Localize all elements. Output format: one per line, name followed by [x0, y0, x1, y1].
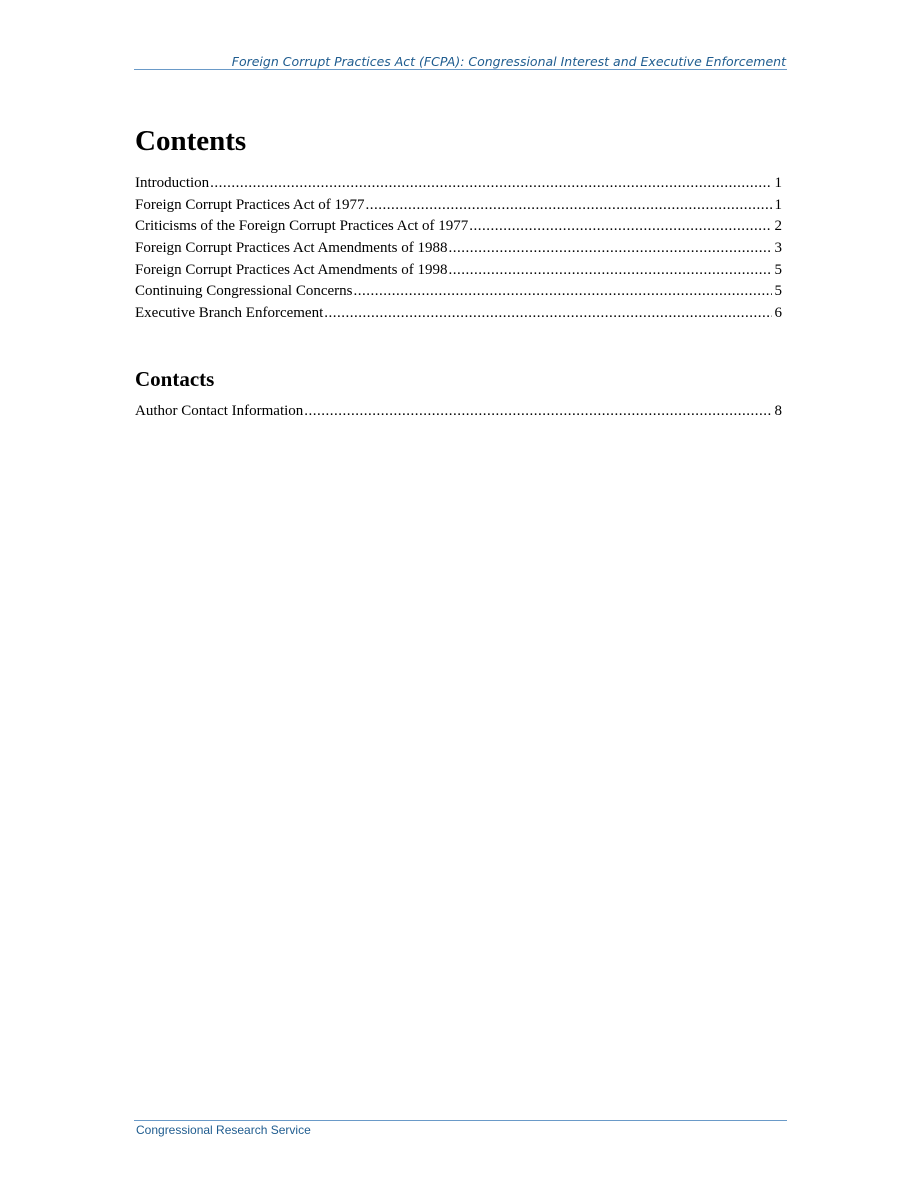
header-rule — [134, 69, 787, 70]
toc-entry-page: 1 — [774, 196, 782, 213]
footer-text: Congressional Research Service — [136, 1123, 311, 1137]
toc-entry-title: Criticisms of the Foreign Corrupt Practices Act of 1977 — [135, 218, 469, 235]
toc-entry-title: Executive Branch Enforcement — [135, 305, 324, 322]
toc-entry-page: 5 — [774, 261, 782, 278]
contacts-heading: Contacts — [135, 367, 215, 391]
toc-entry-page: 2 — [774, 218, 782, 235]
toc-entry-page: 5 — [774, 283, 782, 300]
toc-entry-title: Author Contact Information — [135, 403, 304, 419]
toc-entry-author-contact[interactable] — [135, 402, 782, 424]
toc-entry-title: Introduction — [135, 175, 210, 191]
toc-entry-fcpa-1977[interactable] — [135, 196, 782, 218]
toc-entry-page: 1 — [774, 175, 782, 191]
contacts-list — [135, 402, 782, 424]
toc-entry-amendments-1998[interactable] — [135, 261, 782, 283]
toc-entry-introduction[interactable] — [135, 174, 782, 196]
contents-heading: Contents — [135, 125, 247, 157]
toc-leader-dots — [210, 174, 771, 192]
toc-entry-title: Foreign Corrupt Practices Act Amendments of 1988 — [135, 240, 448, 257]
toc-leader-dots — [324, 304, 771, 322]
contents-list — [135, 174, 782, 326]
toc-entry-congressional-concerns[interactable] — [135, 282, 782, 304]
toc-leader-dots — [366, 196, 772, 214]
toc-entry-page: 8 — [774, 403, 782, 419]
footer-rule — [134, 1120, 787, 1121]
toc-entry-criticisms[interactable] — [135, 217, 782, 239]
toc-leader-dots — [354, 282, 772, 300]
toc-entry-title: Foreign Corrupt Practices Act of 1977 — [135, 196, 365, 213]
toc-leader-dots — [448, 261, 771, 279]
toc-leader-dots — [448, 239, 771, 257]
toc-entry-executive-enforcement[interactable] — [135, 304, 782, 326]
toc-entry-page: 6 — [774, 305, 782, 322]
toc-leader-dots — [469, 217, 771, 235]
toc-entry-title: Continuing Congressional Concerns — [135, 283, 353, 300]
toc-entry-amendments-1988[interactable] — [135, 239, 782, 261]
toc-leader-dots — [304, 402, 771, 420]
toc-entry-page: 3 — [774, 240, 782, 257]
running-header: Foreign Corrupt Practices Act (FCPA): Congressional Interest and Executive Enforcement — [231, 54, 786, 69]
toc-entry-title: Foreign Corrupt Practices Act Amendments of 1998 — [135, 261, 448, 278]
